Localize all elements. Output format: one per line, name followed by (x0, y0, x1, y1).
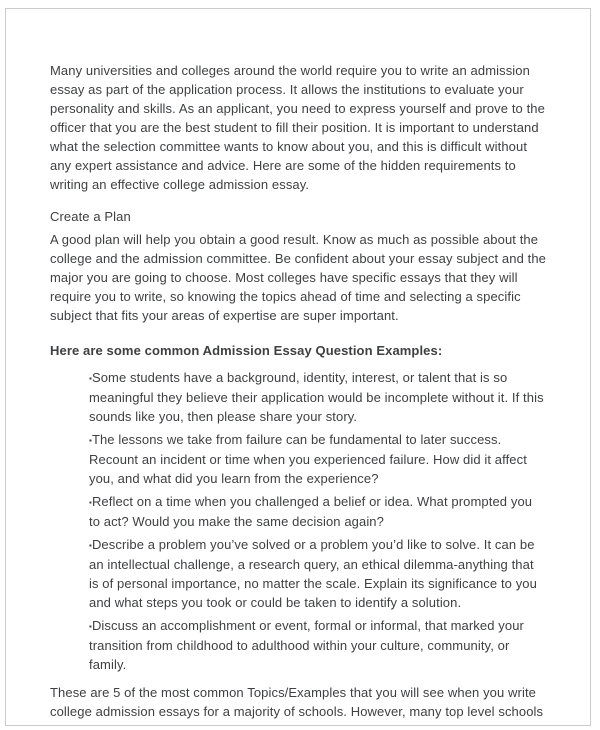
bullet-text: Some students have a background, identity, interest, or talent that is so meaningful they believe their application would be incomplete without it. If this sounds like you, then please share your story. (89, 370, 544, 424)
plan-section-heading: Create a Plan (50, 209, 131, 224)
bullet-text: The lessons we take from failure can be fundamental to later success. Recount an incident or time when you experienced failure. How did it affect you, and what did you learn from the experience? (89, 432, 527, 486)
bullet-text: Discuss an accomplishment or event, formal or informal, that marked your transition from childhood to adulthood within your culture, community, or family. (89, 618, 524, 672)
closing-paragraph: These are 5 of the most common Topics/Examples that you will see when you write college admission essays for a majority of schools. However, many top level schools (50, 685, 544, 719)
bullet-item (89, 430, 546, 488)
page-content (6, 9, 590, 721)
bullet-marker-icon: ▪ (89, 436, 92, 445)
bullet-marker-icon: ▪ (89, 498, 92, 507)
bullet-marker-icon: ▪ (89, 374, 92, 383)
bullet-item (89, 535, 546, 612)
bullet-item (89, 616, 546, 674)
plan-paragraph: A good plan will help you obtain a good result. Know as much as possible about the college and the admission committee. Be confident about your essay subject and the major you are going to choose. Most colleges have specific essays that they will require you to write, so knowing the topics ahead of time and selecting a specific subject that fits your areas of expertise are super important. (50, 232, 546, 323)
bullet-marker-icon: ▪ (89, 541, 92, 550)
bullet-item (89, 368, 546, 426)
examples-heading: Here are some common Admission Essay Question Examples: (50, 343, 443, 358)
intro-paragraph: Many universities and colleges around the world require you to write an admission essay as part of the application process. It allows the institutions to evaluate your personality and skills. As an applicant, you need to express yourself and prove to the officer that you are the best student to fill their position. It is important to understand what the selection committee wants to know about you, and this is difficult without any expert assistance and advice. Here are some of the hidden requirements to writing an effective college admission essay. (50, 63, 545, 192)
document-page (5, 8, 591, 726)
bullet-text: Describe a problem you’ve solved or a problem you’d like to solve. It can be an intellectual challenge, a research query, an ethical dilemma-anything that is of personal importance, no matter the scale. Explain its significance to you and what steps you took or could be taken to identify a solution. (89, 537, 537, 610)
bullet-marker-icon: ▪ (89, 622, 92, 631)
examples-bullet-list (50, 368, 546, 674)
bullet-item (89, 492, 546, 531)
bullet-text: Reflect on a time when you challenged a belief or idea. What prompted you to act? Would you make the same decision again? (89, 494, 533, 529)
